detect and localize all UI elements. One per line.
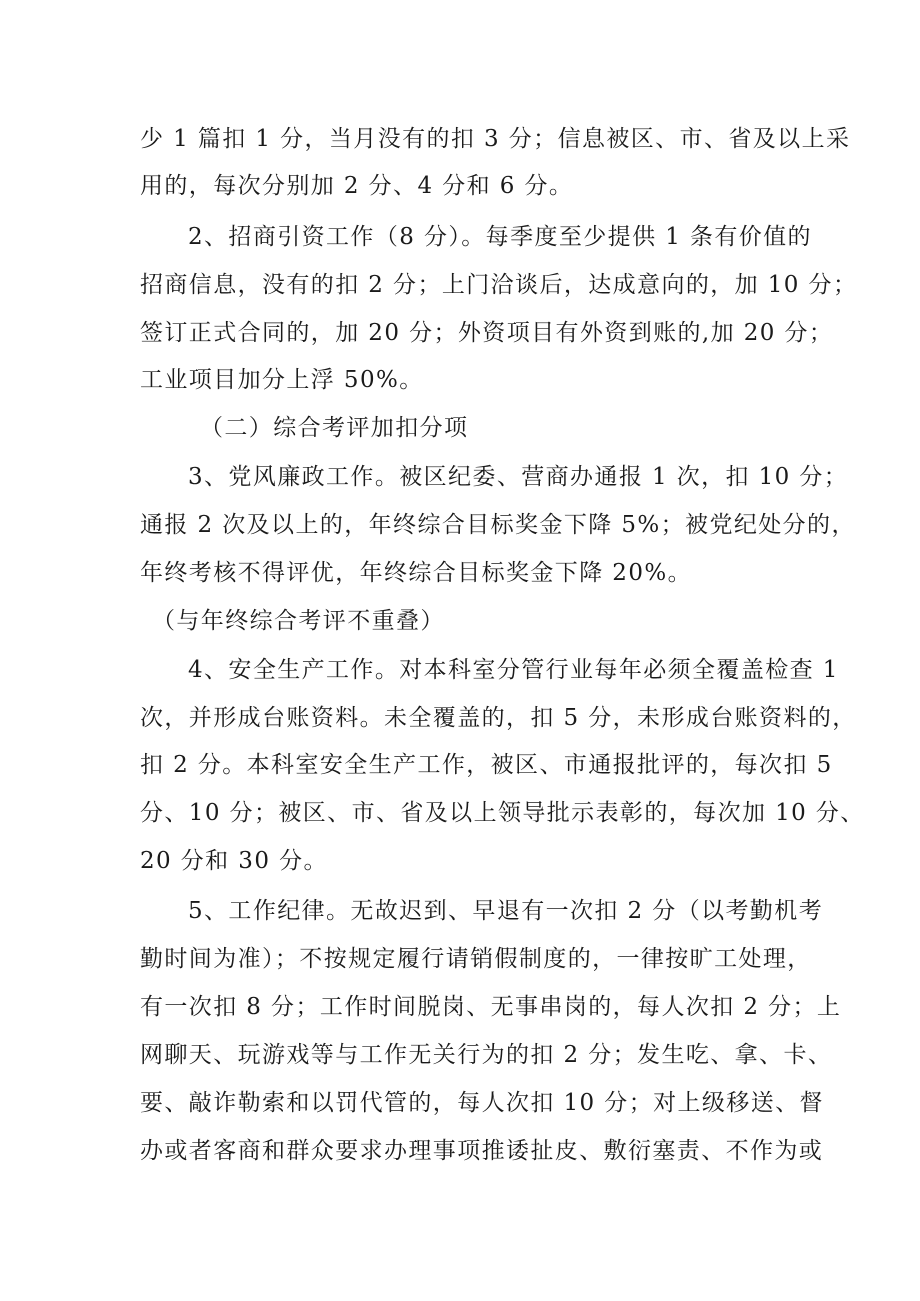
text-line: 勤时间为准）；不按规定履行请销假制度的，一律按旷工处理， [140,946,812,972]
text-line: 网聊天、玩游戏等与工作无关行为的扣 2 分；发生吃、拿、卡、 [140,1042,833,1068]
section-heading: （二）综合考评加扣分项 [200,415,469,441]
text-line: 用的，每次分别加 2 分、4 分和 6 分。 [140,173,574,199]
text-line: 通报 2 次及以上的，年终综合目标奖金下降 5%；被党纪处分的， [140,512,856,538]
text-line: 5、工作纪律。无故迟到、早退有一次扣 2 分（以考勤机考 [188,898,824,924]
text-line: 年终考核不得评优，年终综合目标奖金下降 20%。 [140,560,693,586]
text-line: 分、10 分；被区、市、省及以上领导批示表彰的，每次加 10 分、 [140,800,865,826]
text-line: 招商信息，没有的扣 2 分；上门洽谈后，达成意向的，加 10 分； [140,272,858,298]
text-line: （与年终综合考评不重叠） [152,608,445,634]
text-line: 扣 2 分。本科室安全生产工作，被区、市通报批评的，每次扣 5 [140,752,833,778]
text-line: 要、敲诈勒索和以罚代管的，每人次扣 10 分；对上级移送、督 [140,1090,824,1116]
text-line: 次，并形成台账资料。未全覆盖的，扣 5 分，未形成台账资料的， [140,705,857,731]
text-line: 签订正式合同的，加 20 分；外资项目有外资到账的,加 20 分； [140,320,834,346]
text-line: 4、安全生产工作。对本科室分管行业每年必须全覆盖检查 1 [188,657,839,683]
text-line: 有一次扣 8 分；工作时间脱岗、无事串岗的，每人次扣 2 分；上 [140,994,842,1020]
text-line: 工业项目加分上浮 50%。 [140,367,424,393]
text-line: 20 分和 30 分。 [140,848,328,874]
text-line: 3、党风廉政工作。被区纪委、营商办通报 1 次，扣 10 分； [188,464,849,490]
text-line: 办或者客商和群众要求办理事项推诿扯皮、敷衍塞责、不作为或 [140,1138,824,1164]
text-line: 2、招商引资工作（8 分）。每季度至少提供 1 条有价值的 [188,224,812,250]
text-line: 少 1 篇扣 1 分，当月没有的扣 3 分；信息被区、市、省及以上采 [140,126,851,152]
